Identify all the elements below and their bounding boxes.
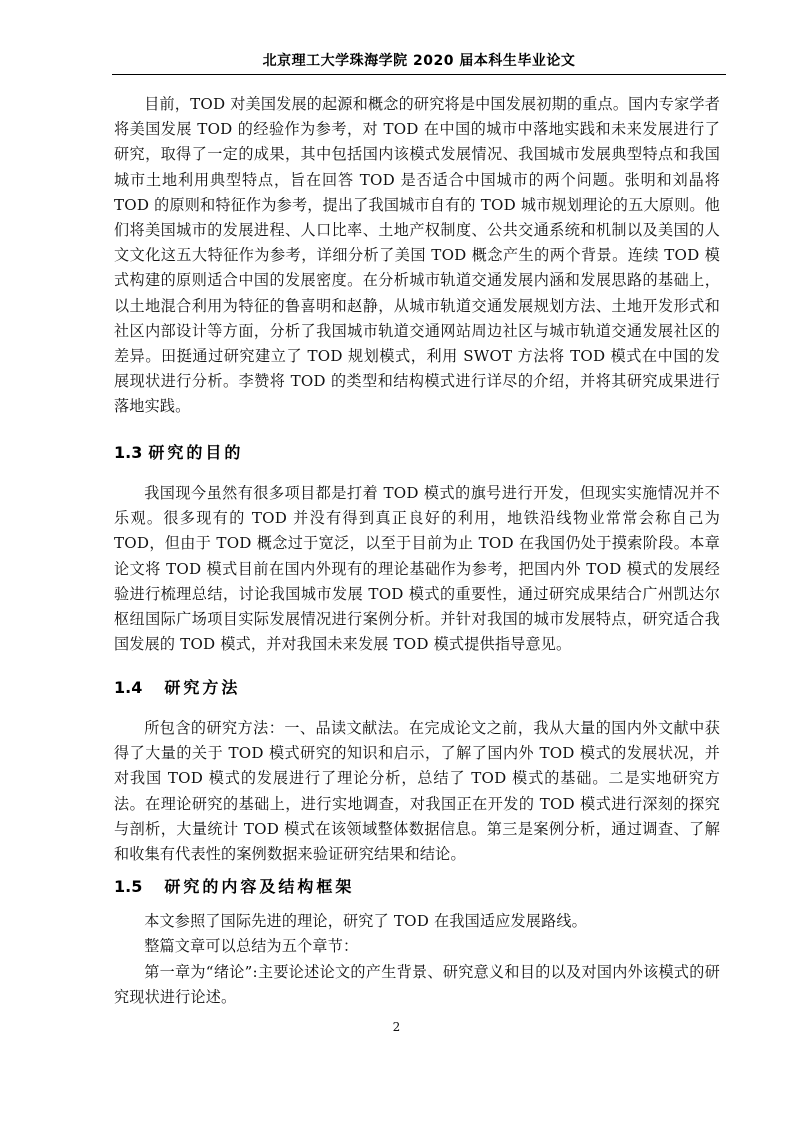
- paragraph-research-review: 目前，TOD 对美国发展的起源和概念的研究将是中国发展初期的重点。国内专家学者将美国发展 TOD 的经验作为参考，对 TOD 在中国的城市中落地实践和未来发展进行了研究，取得了一定的成果，其中包括国内该模式发展情况、我国城市发展典型特点和我国城市土地利用典型特点，旨在回答 TOD 是否适合中国城市的两个问题。张明和刘晶将 TOD 的原则和特征作为参考，提出了我国城市自有的 TOD 城市规划理论的五大原则。他们将美国城市的发展进程、人口比率、土地产权制度、公共交通系统和机制以及美国的人文文化这五大特征作为参考，详细分析了美国 TOD 概念产生的两个背景。连续 TOD 模式构建的原则适合中国的发展密度。在分析城市轨道交通发展内涵和发展思路的基础上，以土地混合利用为特征的鲁喜明和赵静，从城市轨道交通发展规划方法、土地开发形式和社区内部设计等方面，分析了我国城市轨道交通网站周边社区与城市轨道交通发展社区的差异。田挺通过研究建立了 TOD 规划模式，利用 SWOT 方法将 TOD 模式在中国的发展现状进行分析。李赞将 TOD 的类型和结构模式进行详尽的介绍，并将其研究成果进行落地实践。: [114, 95, 720, 416]
- page-number: 2: [392, 1020, 401, 1034]
- section-heading-1-3: [114, 442, 720, 464]
- section-title: 研究的内容及结构框架: [164, 877, 355, 896]
- paragraph-chapter-summary: 整篇文章可以总结为五个章节：: [144, 937, 359, 955]
- section-title: 研究方法: [164, 678, 241, 697]
- section-number: 1.3: [114, 443, 143, 462]
- running-header: 北京理工大学珠海学院 2020 届本科生毕业论文: [262, 53, 576, 69]
- paragraph-research-purpose: 我国现今虽然有很多项目都是打着 TOD 模式的旗号进行开发，但现实实施情况并不乐观。很多现有的 TOD 并没有得到真正良好的利用，地铁沿线物业常常会称自己为 TOD，但由于 TOD 概念过于宽泛，以至于目前为止 TOD 在我国仍处于摸索阶段。本章论文将 TOD 模式目前在国内外现有的理论基础作为参考，把国内外 TOD 模式的发展经验进行梳理总结，讨论我国城市发展 TOD 模式的重要性，通过研究成果结合广州凯达尔枢纽国际广场项目实际发展情况进行案例分析。并针对我国的城市发展特点，研究适合我国发展的 TOD 模式，并对我国未来发展 TOD 模式提供指导意见。: [114, 484, 720, 654]
- paragraph-research-methods: 所包含的研究方法：一、品读文献法。在完成论文之前，我从大量的国内外文献中获得了大量的关于 TOD 模式研究的知识和启示，了解了国内外 TOD 模式的发展状况，并对我国 TOD 模式的发展进行了理论分析，总结了 TOD 模式的基础。二是实地研究方法。在理论研究的基础上，进行实地调查，对我国正在开发的 TOD 模式进行深刻的探究与剖析，大量统计 TOD 模式在该领域整体数据信息。第三是案例分析，通过调查、了解和收集有代表性的案例数据来验证研究结果和结论。: [114, 719, 720, 864]
- section-number: 1.4: [114, 678, 143, 697]
- paragraph-content-intro: 本文参照了国际先进的理论，研究了 TOD 在我国适应发展路线。: [144, 912, 587, 930]
- section-heading-1-5: [114, 876, 720, 898]
- header-rule: [112, 74, 726, 75]
- section-number: 1.5: [114, 877, 143, 896]
- section-title: 研究的目的: [148, 443, 244, 462]
- section-heading-1-4: [114, 677, 720, 699]
- paragraph-chapter-one: 第一章为“绪论”:主要论述论文的产生背景、研究意义和目的以及对国内外该模式的研究现状进行论述。: [114, 963, 720, 1007]
